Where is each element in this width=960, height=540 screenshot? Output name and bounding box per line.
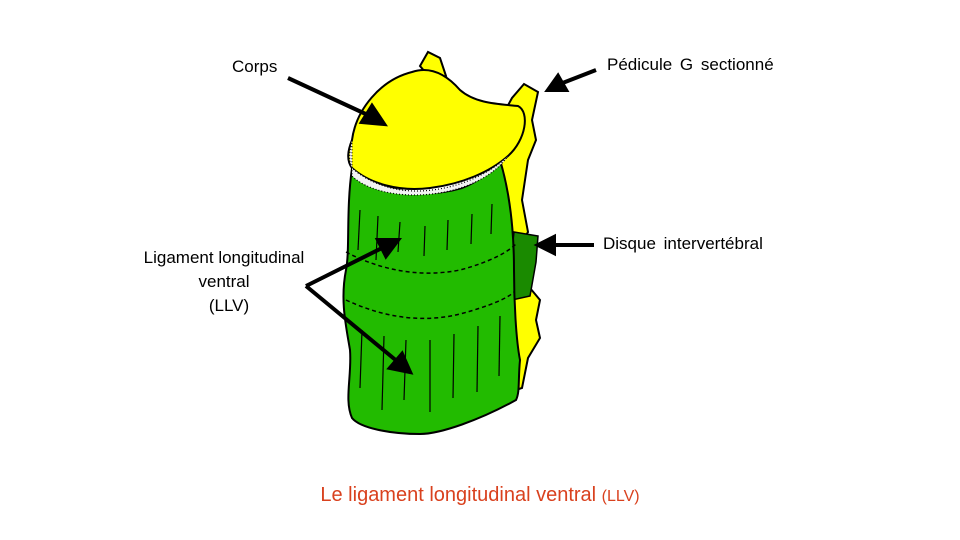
caption-abbrev: (LLV) (601, 488, 640, 505)
figure-caption (0, 484, 960, 507)
label-llv-line1: Ligament longitudinal (143, 248, 305, 267)
arrow-disque-head (538, 237, 554, 253)
arrow-pedicule (560, 70, 596, 84)
ventral-ligament-column (343, 160, 520, 434)
label-pedicule: Pédicule G sectionné (607, 55, 774, 74)
arrow-corps (288, 78, 370, 116)
label-llv-line2: ventral (198, 272, 250, 291)
label-llv (128, 246, 320, 318)
label-corps: Corps (232, 57, 278, 76)
caption-main: Le ligament longitudinal ventral (320, 484, 597, 506)
label-llv-line3: (LLV) (208, 296, 250, 315)
label-disque: Disque intervertébral (603, 234, 763, 253)
arrow-pedicule-head (548, 76, 566, 90)
